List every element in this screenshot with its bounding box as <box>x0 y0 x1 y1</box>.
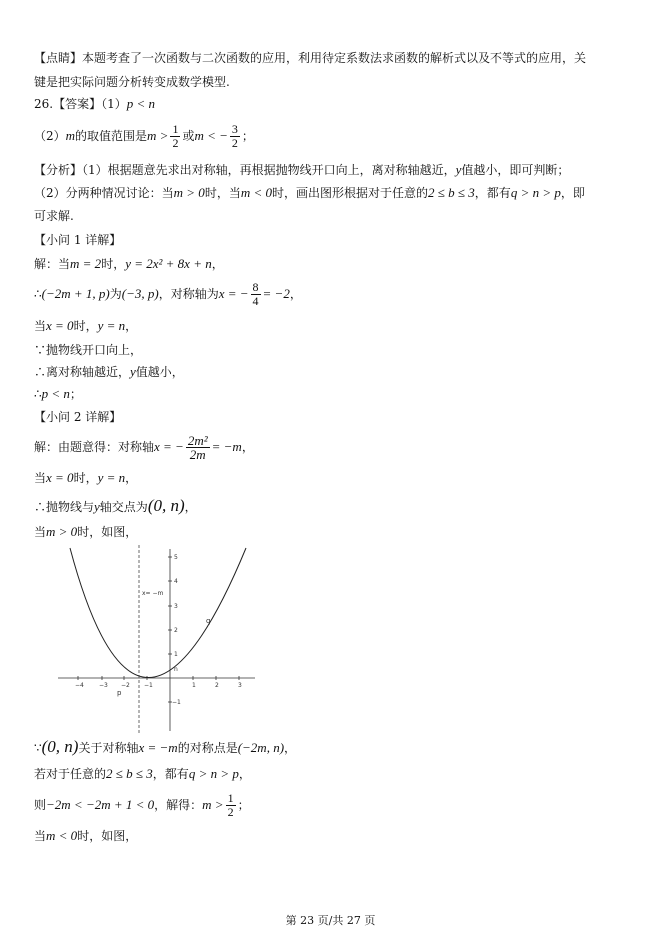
y-tick-label: 3 <box>174 603 178 610</box>
x-tick-label: −2 <box>121 682 130 689</box>
comment-line-2: 键是把实际问题分析转变成数学模型. <box>34 75 230 89</box>
fraction: $\frac{1}{2}$ <box>227 791 234 819</box>
label-n: n <box>174 666 178 673</box>
part1-heading: 【小问 1 详解】 <box>34 233 122 247</box>
label-p: p <box>117 689 122 697</box>
analysis-line-2: （2）分两种情况讨论：当m > 0时，当m < 0时，画出图形根据对于任意的2 ≤ b ≤ 3，都有q > n > p，即 <box>34 185 585 200</box>
y-tick-label: 5 <box>174 554 178 561</box>
fraction: $\frac{1}{2}$ <box>172 122 179 150</box>
part2-line-3: ∴抛物线与y轴交点为(0, n)， <box>34 496 197 515</box>
x-tick-label: −1 <box>144 682 153 689</box>
part2-line-5: ∵(0, n)关于对称轴x = −m的对称点是(−2m, n)， <box>34 737 297 756</box>
y-tick-label: 2 <box>174 627 178 634</box>
part2-line-7: 则−2m < −2m + 1 < 0，解得：m > $\frac{1}{2}$ ； <box>34 791 250 819</box>
x-tick-label: 1 <box>192 682 196 689</box>
y-tick-label: 1 <box>174 651 178 658</box>
x-tick-label: −4 <box>75 682 84 689</box>
part2-line-1: 解：由题意得：对称轴x = − $\frac{\text{2m²}}{2m}$ = −m， <box>34 433 254 462</box>
x-tick-label: −3 <box>99 682 108 689</box>
part2-line-4: 当m > 0时，如图， <box>34 524 138 539</box>
y-tick-label: −1 <box>172 699 181 706</box>
answer-line-2: （2）m的取值范围是m > $\frac{1}{2}$ 或m < − $\frac{3}{2}$ ； <box>34 122 254 150</box>
part1-line-4: ∵抛物线开口向上， <box>34 343 143 357</box>
fraction: $\frac{3}{2}$ <box>231 122 238 150</box>
part2-heading: 【小问 2 详解】 <box>34 410 122 424</box>
axis-label: x= −m <box>142 590 164 597</box>
parabola-curve <box>70 548 246 678</box>
x-tick-label: 3 <box>238 682 242 689</box>
answer-line-1: 26.【答案】（1）p < n <box>34 96 156 111</box>
analysis-line-3: 可求解. <box>34 209 74 223</box>
part2-line-2: 当x = 0时，y = n， <box>34 470 138 485</box>
fraction: $\frac{8}{4}$ <box>252 280 259 308</box>
analysis-line-1: 【分析】（1）根据题意先求出对称轴，再根据抛物线开口向上，离对称轴越近，y值越小，即可判断； <box>34 162 570 177</box>
parabola-graph <box>58 545 258 735</box>
x-tick-label: 2 <box>215 682 219 689</box>
label-q: q <box>206 617 211 625</box>
page-footer: 第 23 页/共 27 页 <box>285 914 376 927</box>
part1-line-2: ∴(−2m + 1, p)为(−3, p)，对称轴为x = − $\frac{8}{4}$ = −2， <box>34 280 302 308</box>
part2-line-8: 当m < 0时，如图， <box>34 828 138 843</box>
part2-line-6: 若对于任意的2 ≤ b ≤ 3，都有q > n > p， <box>34 766 251 781</box>
part1-line-6: ∴p < n； <box>34 386 82 401</box>
fraction: $\frac{\text{2m²}}{2m}$ <box>187 433 208 462</box>
comment-line-1: 【点睛】本题考查了一次函数与二次函数的应用，利用待定系数法求函数的解析式以及不等式的应用，关 <box>34 51 587 65</box>
part1-line-3: 当x = 0时，y = n， <box>34 318 138 333</box>
y-tick-label: 4 <box>174 578 178 585</box>
part1-line-5: ∴离对称轴越近，y值越小， <box>34 364 184 379</box>
part1-line-1: 解：当m = 2时，y = 2x² + 8x + n， <box>34 256 224 271</box>
